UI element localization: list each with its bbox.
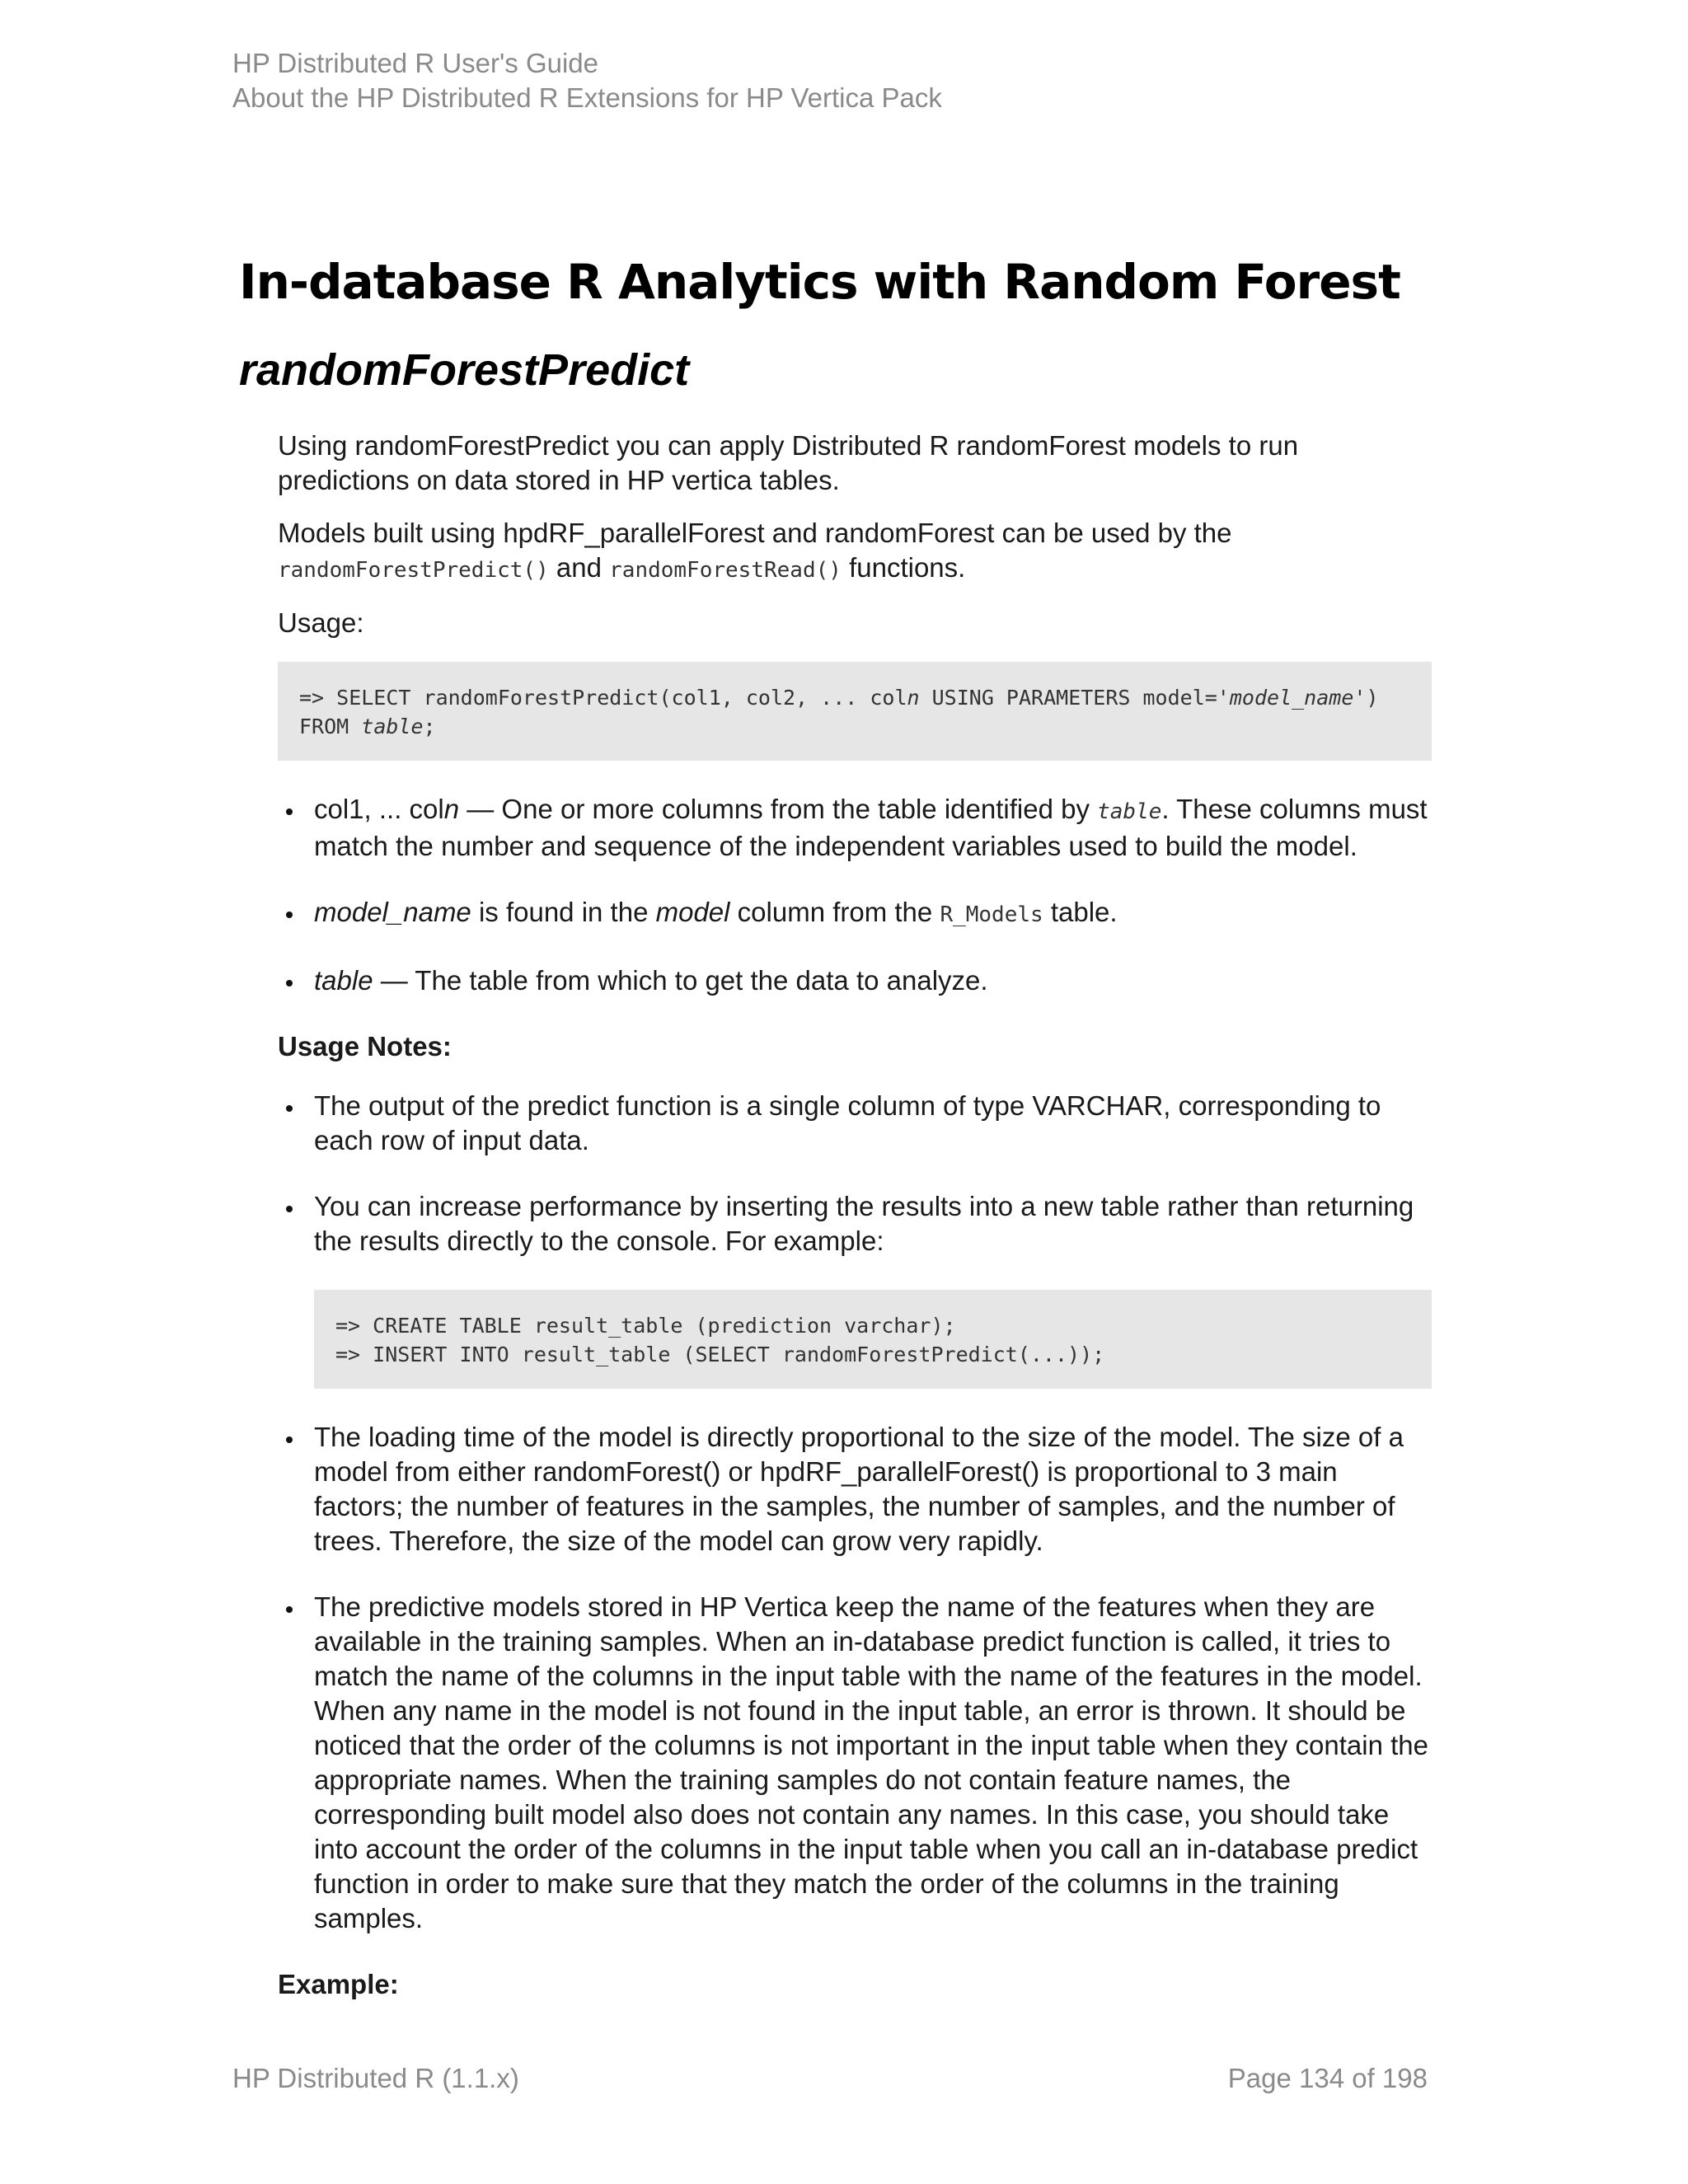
list-item: model_name is found in the model column from the R_Models table. xyxy=(278,895,1432,932)
list-item: The loading time of the model is directly proportional to the size of the model. The size of a model from either randomForest() or hpdRF_parallelForest() is proportional to 3 main factors; the number of features in the samples, the number of samples, and the number of trees. Therefore, the size of the model can grow very rapidly. xyxy=(278,1420,1432,1558)
footer-page-number: Page 134 of 198 xyxy=(1227,2063,1428,2093)
footer-product: HP Distributed R (1.1.x) xyxy=(232,2063,519,2093)
inline-code-predict: randomForestPredict() xyxy=(278,558,549,583)
inline-code-read: randomForestRead() xyxy=(609,558,842,583)
list-item: You can increase performance by inserting the results into a new table rather than returning the results directly to the console. For example: xyxy=(278,1189,1432,1258)
usage-code-block: => SELECT randomForestPredict(col1, col2, ... coln USING PARAMETERS model='model_name') FROM table; xyxy=(278,662,1432,761)
content-body xyxy=(278,429,1432,2027)
example-code-block: => CREATE TABLE result_table (prediction varchar); => INSERT INTO result_table (SELECT randomForestPredict(...)); xyxy=(314,1290,1432,1389)
parameters-list xyxy=(278,792,1432,998)
intro-paragraph: Using randomForestPredict you can apply Distributed R randomForest models to run predictions on data stored in HP vertica tables. xyxy=(278,430,1299,495)
list-item: The predictive models stored in HP Vertica keep the name of the features when they are available in the training samples. When an in-database predict function is called, it tries to match the name of the columns in the input table with the name of the features in the model. When any name in the model is not found in the input table, an error is thrown. It should be noticed that the order of the columns is not important in the input table when they contain the appropriate names. When the training samples do not contain feature names, the corresponding built model also does not contain any names. In this case, you should take into account the order of the columns in the input table when you call an in-database predict function in order to make sure that they match the order of the columns in the training samples. xyxy=(278,1590,1432,1936)
list-item: table — The table from which to get the data to analyze. xyxy=(278,963,1432,998)
usage-notes-list xyxy=(278,1089,1432,1258)
page-title: In-database R Analytics with Random Forest xyxy=(239,254,1400,310)
list-item: col1, ... coln — One or more columns from the table identified by table. These columns must match the number and sequence of the independent variables used to build the model. xyxy=(278,792,1432,864)
header-section-title: About the HP Distributed R Extensions for HP Vertica Pack xyxy=(232,82,942,113)
example-label: Example: xyxy=(278,1969,399,1999)
usage-notes-list-continued xyxy=(278,1420,1432,1936)
header-guide-title: HP Distributed R User's Guide xyxy=(232,48,599,78)
usage-label: Usage: xyxy=(278,607,364,638)
usage-notes-label: Usage Notes: xyxy=(278,1031,452,1062)
list-item: The output of the predict function is a single column of type VARCHAR, corresponding to each row of input data. xyxy=(278,1089,1432,1158)
section-heading: randomForestPredict xyxy=(239,345,690,395)
models-paragraph: Models built using hpdRF_parallelForest and randomForest can be used by the randomForestPredict() and randomForestRead() functions. xyxy=(278,518,1232,583)
